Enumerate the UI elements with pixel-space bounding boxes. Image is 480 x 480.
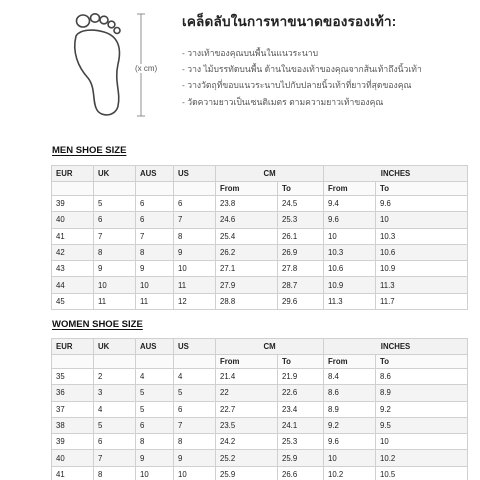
cell-inches-from: 9.6 <box>324 434 376 450</box>
cell-aus: 5 <box>136 401 174 417</box>
cell-cm-from: 23.8 <box>216 196 278 212</box>
cell-aus: 6 <box>136 417 174 433</box>
cell-cm-from: 28.8 <box>216 293 278 309</box>
subheader-to: To <box>376 355 468 369</box>
table-row <box>52 450 468 466</box>
length-label: (x cm) <box>135 64 158 73</box>
cell-cm-from: 21.4 <box>216 369 278 385</box>
header-aus: AUS <box>136 166 174 182</box>
header-inches: INCHES <box>324 339 468 355</box>
women-size-title: WOMEN SHOE SIZE <box>52 319 143 330</box>
cell-eur: 40 <box>52 450 94 466</box>
subheader-to: To <box>278 182 324 196</box>
cell-inches-to: 10 <box>376 212 468 228</box>
cell-eur: 39 <box>52 196 94 212</box>
cell-uk: 4 <box>94 401 136 417</box>
cell-us: 4 <box>174 369 216 385</box>
table-header-row <box>52 166 468 182</box>
cell-us: 7 <box>174 212 216 228</box>
cell-eur: 42 <box>52 244 94 260</box>
cell-aus: 10 <box>136 277 174 293</box>
cell-uk: 8 <box>94 466 136 480</box>
measuring-guide <box>0 0 480 122</box>
men-size-table <box>51 165 468 310</box>
cell-inches-from: 8.9 <box>324 401 376 417</box>
header-us: US <box>174 339 216 355</box>
cell-cm-to: 23.4 <box>278 401 324 417</box>
subheader-blank <box>94 355 136 369</box>
cell-eur: 41 <box>52 228 94 244</box>
table-row <box>52 228 468 244</box>
table-row <box>52 261 468 277</box>
subheader-from: From <box>324 182 376 196</box>
table-row <box>52 196 468 212</box>
tips-list <box>182 45 472 110</box>
cell-uk: 9 <box>94 261 136 277</box>
cell-us: 10 <box>174 466 216 480</box>
cell-us: 8 <box>174 228 216 244</box>
cell-inches-from: 8.4 <box>324 369 376 385</box>
cell-inches-to: 9.6 <box>376 196 468 212</box>
cell-eur: 43 <box>52 261 94 277</box>
cell-uk: 3 <box>94 385 136 401</box>
cell-uk: 7 <box>94 228 136 244</box>
men-table-body <box>52 196 468 310</box>
cell-aus: 7 <box>136 228 174 244</box>
cell-cm-from: 27.1 <box>216 261 278 277</box>
cell-cm-from: 23.5 <box>216 417 278 433</box>
cell-cm-from: 24.6 <box>216 212 278 228</box>
cell-aus: 5 <box>136 385 174 401</box>
cell-inches-from: 10.3 <box>324 244 376 260</box>
subheader-to: To <box>376 182 468 196</box>
cell-cm-from: 25.4 <box>216 228 278 244</box>
subheader-from: From <box>216 355 278 369</box>
cell-eur: 45 <box>52 293 94 309</box>
cell-uk: 11 <box>94 293 136 309</box>
header-eur: EUR <box>52 339 94 355</box>
header-uk: UK <box>94 166 136 182</box>
cell-eur: 38 <box>52 417 94 433</box>
table-subheader-row <box>52 182 468 196</box>
table-row <box>52 466 468 480</box>
cell-us: 12 <box>174 293 216 309</box>
tip-item: - วาง ไม้บรรทัดบนพื้น ด้านในของเท้าของคุณจากส้นเท้าถึงนิ้วเท้า <box>182 61 472 77</box>
cell-inches-to: 9.5 <box>376 417 468 433</box>
cell-cm-from: 26.2 <box>216 244 278 260</box>
cell-inches-to: 11.7 <box>376 293 468 309</box>
cell-uk: 6 <box>94 434 136 450</box>
cell-uk: 6 <box>94 212 136 228</box>
cell-us: 7 <box>174 417 216 433</box>
cell-cm-from: 22.7 <box>216 401 278 417</box>
subheader-blank <box>174 355 216 369</box>
cell-cm-to: 26.9 <box>278 244 324 260</box>
cell-inches-from: 11.3 <box>324 293 376 309</box>
cell-inches-to: 11.3 <box>376 277 468 293</box>
table-header-row <box>52 339 468 355</box>
cell-uk: 10 <box>94 277 136 293</box>
cell-cm-to: 24.5 <box>278 196 324 212</box>
cell-eur: 39 <box>52 434 94 450</box>
header-aus: AUS <box>136 339 174 355</box>
subheader-blank <box>136 355 174 369</box>
cell-aus: 6 <box>136 212 174 228</box>
cell-cm-to: 27.8 <box>278 261 324 277</box>
cell-us: 6 <box>174 196 216 212</box>
cell-inches-from: 10.6 <box>324 261 376 277</box>
cell-aus: 11 <box>136 293 174 309</box>
header-cm: CM <box>216 166 324 182</box>
subheader-to: To <box>278 355 324 369</box>
cell-inches-to: 8.9 <box>376 385 468 401</box>
tips-panel <box>182 10 472 110</box>
cell-inches-to: 8.6 <box>376 369 468 385</box>
cell-inches-from: 10 <box>324 450 376 466</box>
table-row <box>52 369 468 385</box>
subheader-blank <box>174 182 216 196</box>
tips-title: เคล็ดลับในการหาขนาดของรองเท้า: <box>182 14 397 29</box>
cell-inches-to: 10.5 <box>376 466 468 480</box>
cell-cm-to: 26.1 <box>278 228 324 244</box>
cell-eur: 44 <box>52 277 94 293</box>
cell-uk: 2 <box>94 369 136 385</box>
cell-cm-to: 29.6 <box>278 293 324 309</box>
cell-inches-to: 10.9 <box>376 261 468 277</box>
cell-us: 8 <box>174 434 216 450</box>
cell-uk: 8 <box>94 244 136 260</box>
cell-aus: 9 <box>136 261 174 277</box>
cell-inches-to: 10 <box>376 434 468 450</box>
cell-inches-to: 10.3 <box>376 228 468 244</box>
subheader-blank <box>136 182 174 196</box>
cell-inches-from: 10.9 <box>324 277 376 293</box>
cell-aus: 8 <box>136 244 174 260</box>
cell-aus: 8 <box>136 434 174 450</box>
cell-us: 9 <box>174 244 216 260</box>
cell-aus: 9 <box>136 450 174 466</box>
cell-cm-to: 26.6 <box>278 466 324 480</box>
header-uk: UK <box>94 339 136 355</box>
table-subheader-row <box>52 355 468 369</box>
cell-cm-from: 24.2 <box>216 434 278 450</box>
table-row <box>52 277 468 293</box>
cell-aus: 4 <box>136 369 174 385</box>
table-row <box>52 244 468 260</box>
cell-cm-to: 22.6 <box>278 385 324 401</box>
women-table-body <box>52 369 468 480</box>
tip-item: - วางวัตถุที่ขอบแนวระนาบไปกับปลายนิ้วเท้าที่ยาวที่สุดของคุณ <box>182 77 472 93</box>
cell-us: 5 <box>174 385 216 401</box>
men-size-title: MEN SHOE SIZE <box>52 145 127 156</box>
cell-eur: 35 <box>52 369 94 385</box>
cell-inches-from: 9.2 <box>324 417 376 433</box>
cell-cm-to: 25.3 <box>278 434 324 450</box>
subheader-from: From <box>324 355 376 369</box>
header-inches: INCHES <box>324 166 468 182</box>
cell-cm-from: 25.9 <box>216 466 278 480</box>
subheader-blank <box>52 355 94 369</box>
cell-eur: 41 <box>52 466 94 480</box>
table-row <box>52 385 468 401</box>
cell-inches-from: 9.6 <box>324 212 376 228</box>
table-row <box>52 212 468 228</box>
cell-inches-from: 10 <box>324 228 376 244</box>
cell-cm-from: 27.9 <box>216 277 278 293</box>
tip-item: - วางเท้าของคุณบนพื้นในแนวระนาบ <box>182 45 472 61</box>
cell-eur: 37 <box>52 401 94 417</box>
table-row <box>52 293 468 309</box>
header-eur: EUR <box>52 166 94 182</box>
cell-cm-from: 25.2 <box>216 450 278 466</box>
cell-inches-from: 8.6 <box>324 385 376 401</box>
cell-cm-to: 28.7 <box>278 277 324 293</box>
tip-item: - วัดความยาวเป็นเซนติเมตร ตามความยาวเท้าของคุณ <box>182 94 472 110</box>
cell-us: 9 <box>174 450 216 466</box>
cell-cm-from: 22 <box>216 385 278 401</box>
cell-cm-to: 25.3 <box>278 212 324 228</box>
cell-inches-from: 9.4 <box>324 196 376 212</box>
cell-inches-to: 10.2 <box>376 450 468 466</box>
cell-inches-to: 9.2 <box>376 401 468 417</box>
cell-cm-to: 21.9 <box>278 369 324 385</box>
cell-eur: 36 <box>52 385 94 401</box>
cell-aus: 10 <box>136 466 174 480</box>
header-cm: CM <box>216 339 324 355</box>
table-row <box>52 401 468 417</box>
cell-cm-to: 25.9 <box>278 450 324 466</box>
cell-uk: 7 <box>94 450 136 466</box>
subheader-blank <box>94 182 136 196</box>
table-row <box>52 434 468 450</box>
subheader-from: From <box>216 182 278 196</box>
cell-uk: 5 <box>94 196 136 212</box>
women-size-table <box>51 338 468 480</box>
cell-inches-from: 10.2 <box>324 466 376 480</box>
cell-eur: 40 <box>52 212 94 228</box>
subheader-blank <box>52 182 94 196</box>
table-row <box>52 417 468 433</box>
header-us: US <box>174 166 216 182</box>
cell-us: 11 <box>174 277 216 293</box>
cell-cm-to: 24.1 <box>278 417 324 433</box>
cell-aus: 6 <box>136 196 174 212</box>
cell-us: 6 <box>174 401 216 417</box>
foot-diagram <box>52 12 164 118</box>
cell-inches-to: 10.6 <box>376 244 468 260</box>
cell-us: 10 <box>174 261 216 277</box>
cell-uk: 5 <box>94 417 136 433</box>
